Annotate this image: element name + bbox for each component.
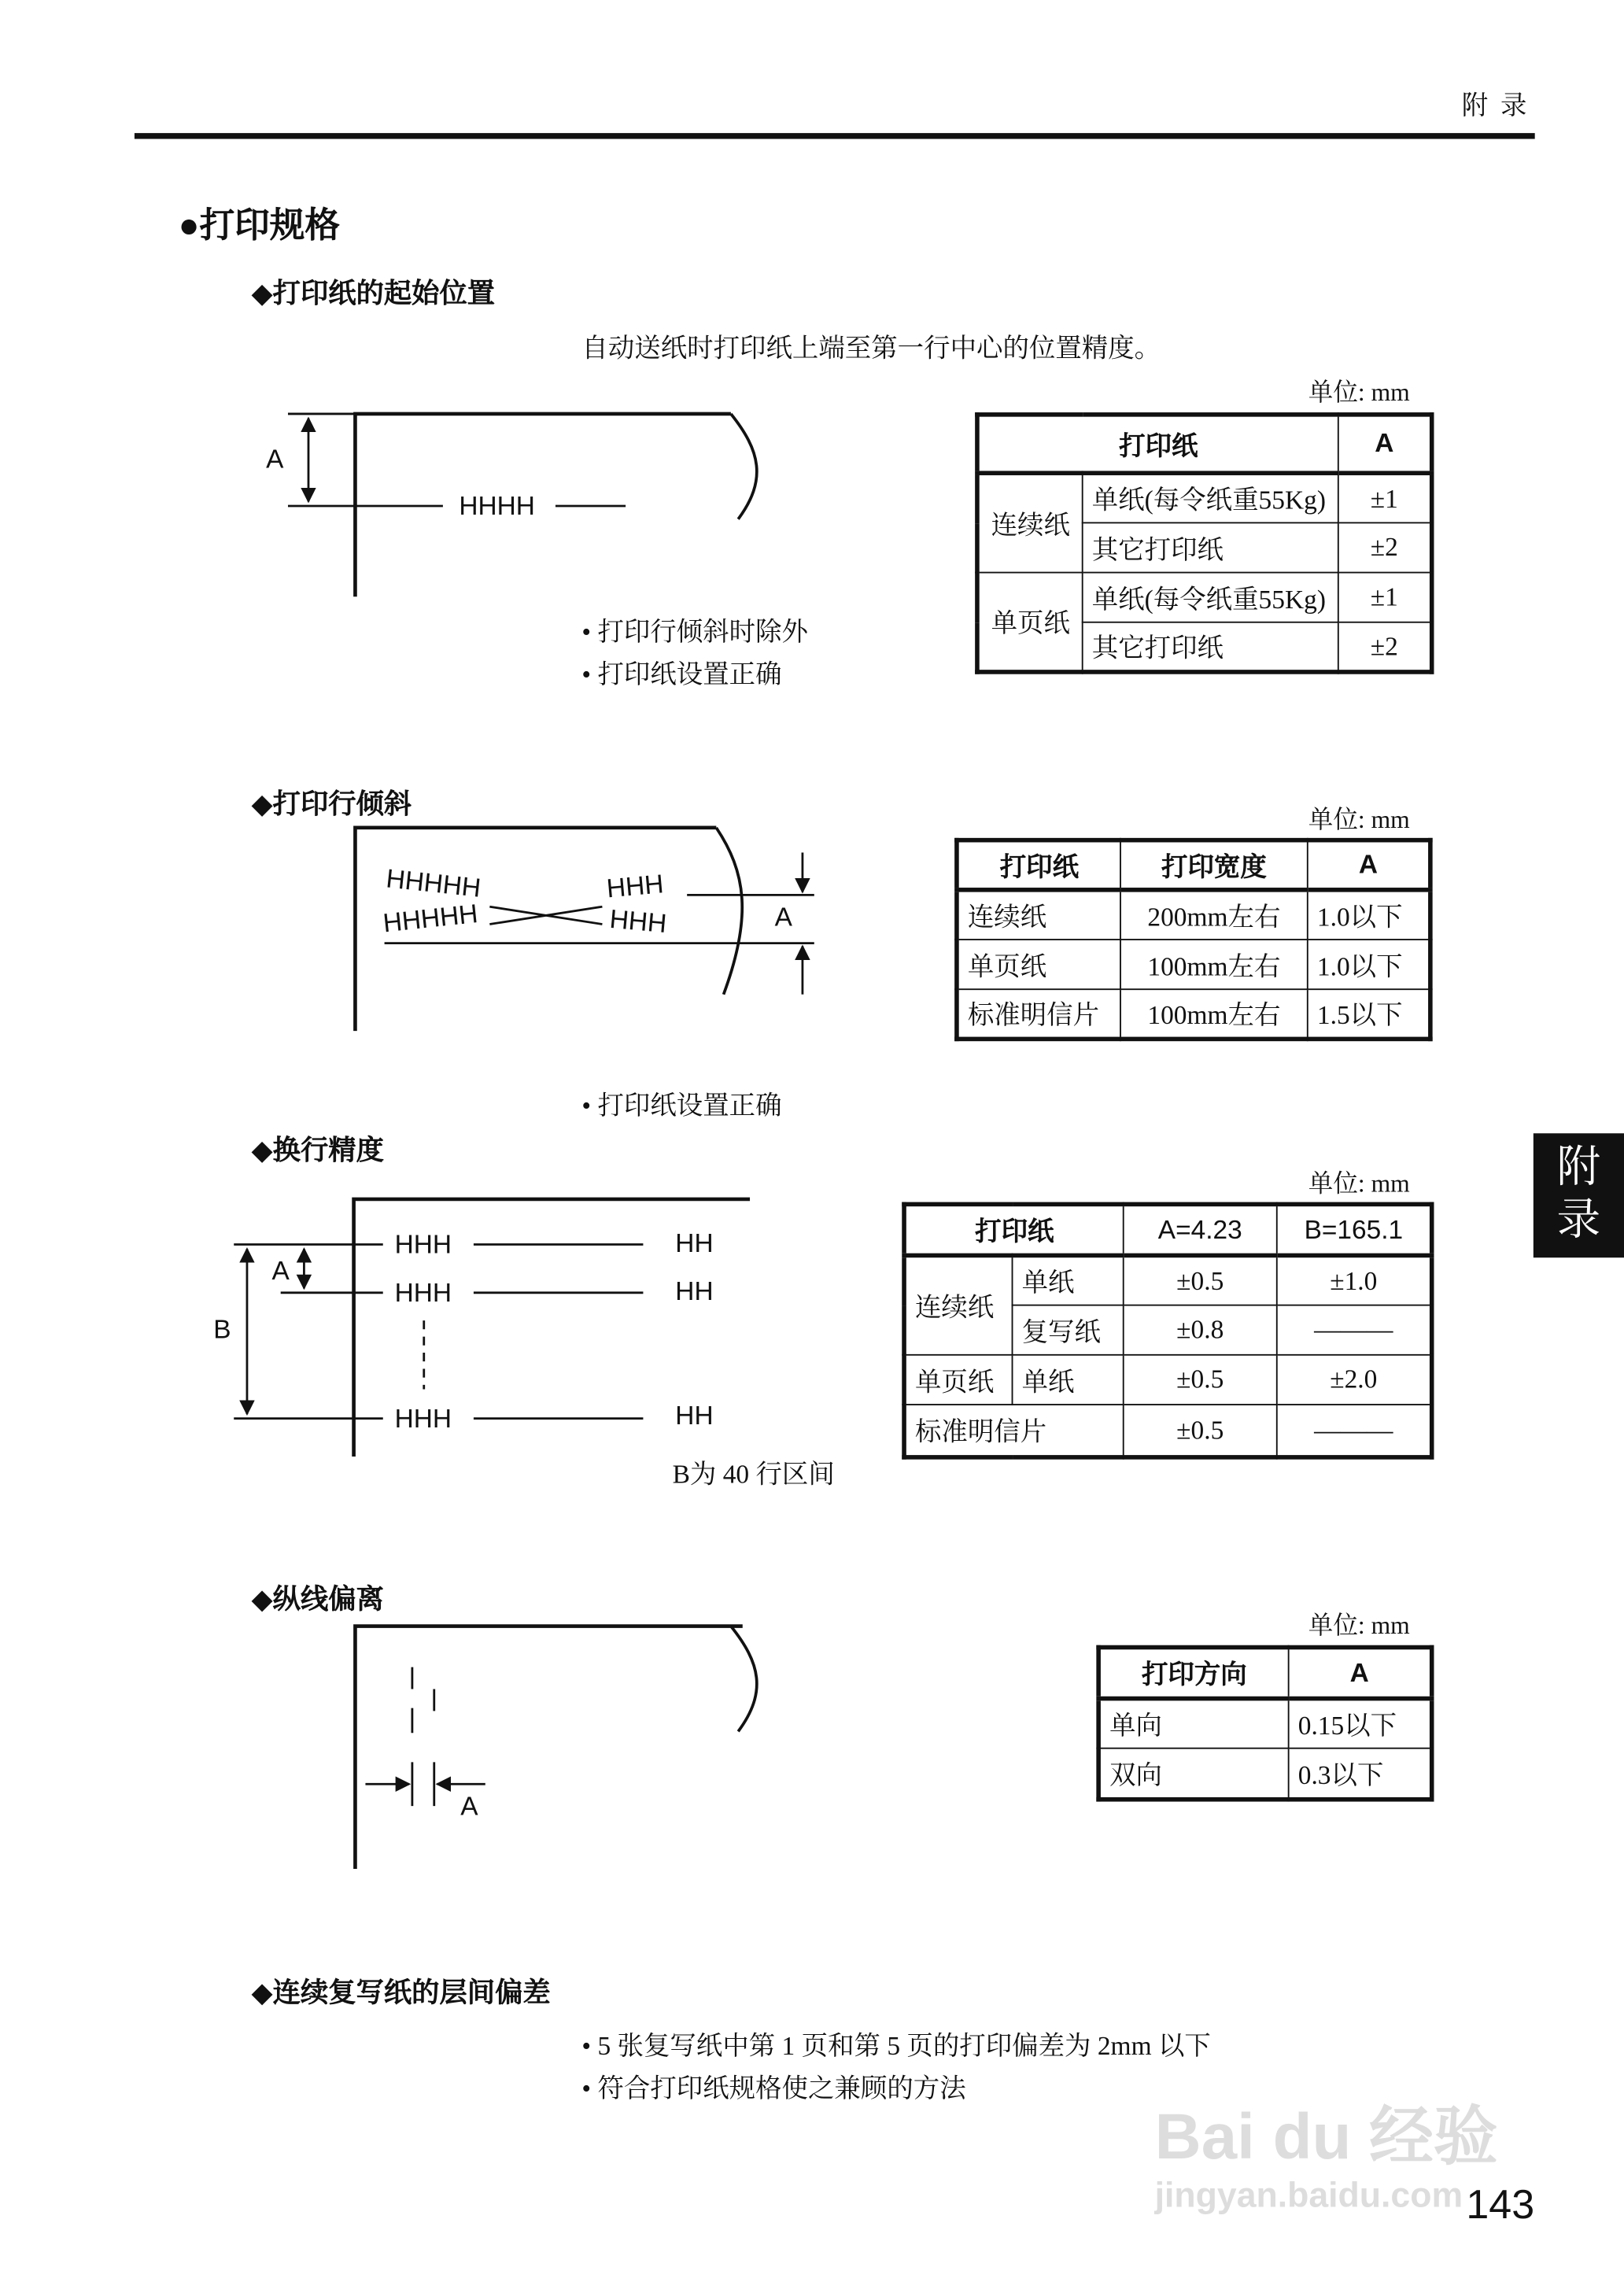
table-cell: 1.0以下 bbox=[1308, 890, 1430, 940]
table-cell: 标准明信片 bbox=[957, 989, 1120, 1039]
table-cell: 其它打印纸 bbox=[1083, 522, 1338, 572]
section-caption: 自动送纸时打印纸上端至第一行中心的位置精度。 bbox=[581, 333, 1161, 363]
table-header: 打印纸 bbox=[904, 1204, 1124, 1255]
page-title: ●打印规格 bbox=[178, 206, 340, 246]
table-cell: 200mm左右 bbox=[1120, 890, 1308, 940]
table-row bbox=[977, 473, 1432, 522]
table-cell: 1.5以下 bbox=[1308, 989, 1430, 1039]
table-cell: 1.0以下 bbox=[1308, 940, 1430, 989]
line-text: HHH bbox=[394, 1229, 452, 1260]
table-cell: ±2 bbox=[1338, 622, 1432, 672]
table-cell: 单纸(每令纸重55Kg) bbox=[1083, 473, 1338, 522]
unit-label: 单位: mm bbox=[1308, 805, 1410, 834]
note: • 打印纸设置正确 bbox=[581, 1091, 782, 1121]
table-cell: 连续纸 bbox=[904, 1255, 1012, 1354]
diagram-sample-text: HHHH bbox=[459, 491, 535, 521]
skew-text: HHHHH bbox=[384, 863, 482, 903]
section-heading: ◆打印行倾斜 bbox=[251, 789, 412, 821]
watermark-url: jingyan.baidu.com bbox=[1154, 2176, 1463, 2216]
table-row bbox=[904, 1355, 1432, 1405]
line-feed-table bbox=[902, 1202, 1434, 1460]
table-cell: 单页纸 bbox=[977, 573, 1083, 672]
diagram-label-a: A bbox=[460, 1791, 478, 1821]
diagram-label-a: A bbox=[271, 1256, 290, 1286]
section-heading: ◆纵线偏离 bbox=[251, 1585, 384, 1616]
table-row bbox=[1098, 1699, 1432, 1748]
table-cell: 0.15以下 bbox=[1289, 1699, 1432, 1748]
section-heading: ◆连续复写纸的层间偏差 bbox=[251, 1978, 551, 2010]
table-cell: ±0.5 bbox=[1124, 1405, 1277, 1457]
table-cell: 100mm左右 bbox=[1120, 989, 1308, 1039]
table-header: B=165.1 bbox=[1277, 1204, 1432, 1255]
line-text: HHH bbox=[394, 1404, 452, 1434]
table-cell: 0.3以下 bbox=[1289, 1748, 1432, 1800]
table-row bbox=[904, 1255, 1432, 1305]
table-row bbox=[957, 989, 1430, 1039]
table-row bbox=[957, 940, 1430, 989]
header-section: 附 录 bbox=[1461, 90, 1530, 120]
table-cell: 单向 bbox=[1098, 1699, 1289, 1748]
line-text: HHH bbox=[394, 1278, 452, 1308]
skew-text: HHH bbox=[608, 904, 668, 939]
skew-text: HHH bbox=[605, 869, 665, 903]
unit-label: 单位: mm bbox=[1308, 1611, 1410, 1640]
diagram-label-a: A bbox=[774, 902, 792, 932]
table-cell: 复写纸 bbox=[1013, 1305, 1124, 1355]
table-cell: ±1 bbox=[1338, 473, 1432, 522]
table-cell: 单页纸 bbox=[904, 1355, 1012, 1405]
table-cell: ±1 bbox=[1338, 573, 1432, 622]
note: • 5 张复写纸中第 1 页和第 5 页的打印偏差为 2mm 以下 bbox=[581, 2031, 1211, 2061]
section-heading: ◆换行精度 bbox=[251, 1135, 384, 1168]
table-header: 打印纸 bbox=[977, 415, 1338, 473]
side-tab-label: 附录 bbox=[1556, 1143, 1601, 1245]
table-cell: ±0.5 bbox=[1124, 1355, 1277, 1405]
table-cell: ±0.8 bbox=[1124, 1305, 1277, 1355]
table-header: 打印宽度 bbox=[1120, 840, 1308, 890]
note: • 符合打印纸规格使之兼顾的方法 bbox=[581, 2073, 966, 2103]
line-text: HH bbox=[675, 1276, 714, 1306]
skew-text: HHHHH bbox=[382, 899, 480, 938]
line-feed-diagram bbox=[234, 1199, 750, 1457]
unit-label: 单位: mm bbox=[1308, 378, 1410, 407]
table-row bbox=[977, 573, 1432, 622]
table-row bbox=[957, 890, 1430, 940]
diagram-label-b: B bbox=[213, 1314, 231, 1344]
table-row bbox=[904, 1405, 1432, 1457]
table-cell: 其它打印纸 bbox=[1083, 622, 1338, 672]
table-cell: ——— bbox=[1277, 1405, 1432, 1457]
table-cell: 单纸 bbox=[1013, 1255, 1124, 1305]
table-header: 打印纸 bbox=[957, 840, 1120, 890]
table-cell: ——— bbox=[1277, 1305, 1432, 1355]
vertical-offset-diagram bbox=[355, 1627, 756, 1869]
table-cell: 100mm左右 bbox=[1120, 940, 1308, 989]
unit-label: 单位: mm bbox=[1308, 1169, 1410, 1198]
diagram-caption: B为 40 行区间 bbox=[672, 1459, 835, 1489]
table-header: 打印方向 bbox=[1098, 1647, 1289, 1698]
table-header: A bbox=[1308, 840, 1430, 890]
vertical-offset-table bbox=[1096, 1645, 1434, 1802]
diagram-label-a: A bbox=[266, 444, 284, 474]
table-cell: ±1.0 bbox=[1277, 1255, 1432, 1305]
table-cell: ±2.0 bbox=[1277, 1355, 1432, 1405]
table-cell: 单页纸 bbox=[957, 940, 1120, 989]
table-header: A bbox=[1338, 415, 1432, 473]
line-text: HH bbox=[675, 1401, 714, 1431]
table-cell: ±2 bbox=[1338, 522, 1432, 572]
table-cell: 标准明信片 bbox=[904, 1405, 1124, 1457]
section-heading: ◆打印纸的起始位置 bbox=[251, 279, 496, 310]
table-cell: 单纸(每令纸重55Kg) bbox=[1083, 573, 1338, 622]
table-header: A=4.23 bbox=[1124, 1204, 1277, 1255]
table-row bbox=[1098, 1748, 1432, 1800]
skew-table bbox=[954, 838, 1433, 1041]
note: • 打印行倾斜时除外 bbox=[581, 617, 809, 647]
watermark-logo: Bai du 经验 bbox=[1154, 2101, 1498, 2173]
table-cell: 双向 bbox=[1098, 1748, 1289, 1800]
table-cell: ±0.5 bbox=[1124, 1255, 1277, 1305]
table-cell: 连续纸 bbox=[977, 473, 1083, 572]
note: • 打印纸设置正确 bbox=[581, 659, 782, 689]
table-cell: 单纸 bbox=[1013, 1355, 1124, 1405]
page-number: 143 bbox=[1466, 2181, 1535, 2228]
table-cell: 连续纸 bbox=[957, 890, 1120, 940]
line-text: HH bbox=[675, 1228, 714, 1258]
table-header: A bbox=[1289, 1647, 1432, 1698]
start-position-table bbox=[975, 412, 1434, 674]
